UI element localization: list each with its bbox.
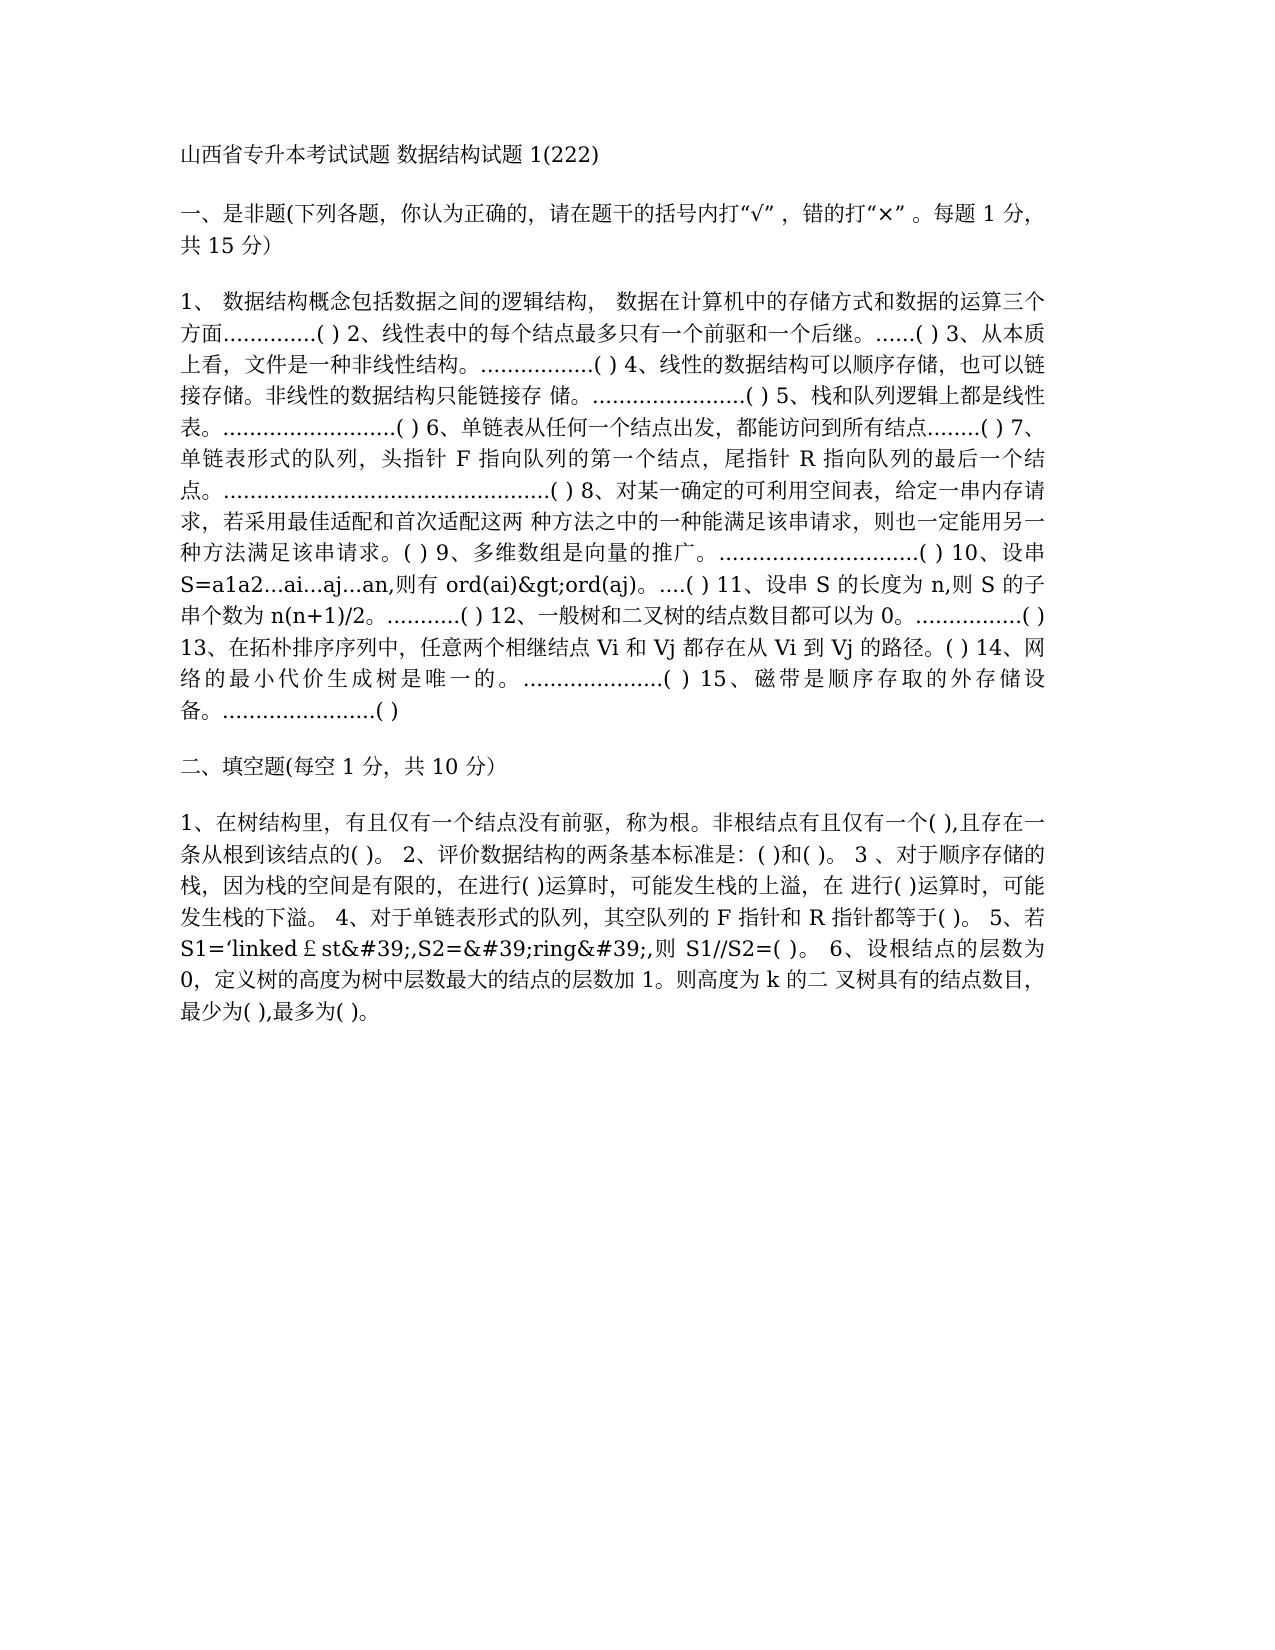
document-page	[180, 140, 1045, 1053]
section-2-questions: 1、在树结构里，有且仅有一个结点没有前驱，称为根。非根结点有且仅有一个( ),且存在一 条从根到该结点的( )。 2、评价数据结构的两条基本标准是：( )和( )。 3 、对于顺序存储的栈，因为栈的空间是有限的，在进行( )运算时，可能发生栈的上溢，在 进行( )运算时，可能发生栈的下溢。 4、对于单链表形式的队列，其空队列的 F 指针和 R 指针都等于( )。 5、若 S1=‘linked￡st&#39;,S2=&#39;ring&#39;,则 S1//S2=( )。 6、设根结点的层数为 0，定义树的高度为树中层数最大的结点的层数加 1。则高度为 k 的二 叉树具有的结点数目，最少为( ),最多为( )。	[180, 811, 1045, 1024]
section-2-heading: 二、填空题(每空 1 分，共 10 分）	[180, 754, 507, 779]
section-1-questions: 1、 数据结构概念包括数据之间的逻辑结构， 数据在计算机中的存储方式和数据的运算三个 方面..............( ) 2、线性表中的每个结点最多只有一个前驱和一个后继。......( ) 3、从本质上看，文件是一种非线性结构。.................( ) 4、线性的数据结构可以顺序存储，也可以链接存储。非线性的数据结构只能链接存 储。.......................( ) 5、栈和队列逻辑上都是线性表。..........................( ) 6、单链表从任何一个结点出发，都能访问到所有结点........( ) 7、单链表形式的队列，头指针 F 指向队列的第一个结点，尾指针 R 指向队列的最后一个结 点。.................................................( ) 8、对某一确定的可利用空间表，给定一串内存请求，若采用最佳适配和首次适配这两 种方法之中的一种能满足该串请求，则也一定能用另一种方法满足该串请求。( ) 9、多维数组是向量的推广。..............................( ) 10、设串 S=a1a2...ai...aj...an,则有 ord(ai)&gt;ord(aj)。....( ) 11、设串 S 的长度为 n,则 S 的子串个数为 n(n+1)/2。...........( ) 12、一般树和二叉树的结点数目都可以为 0。................( ) 13、在拓朴排序序列中，任意两个相继结点 Vi 和 Vj 都存在从 Vi 到 Vj 的路径。( ) 14、网络的最小代价生成树是唯一的。.....................( ) 15、磁带是顺序存取的外存储设备。.......................( )	[180, 290, 1045, 723]
document-title: 山西省专升本考试试题 数据结构试题 1(222)	[180, 143, 600, 167]
section-1-heading: 一、是非题(下列各题，你认为正确的，请在题干的括号内打“√” ，错的打“×” 。每题 1 分，共 15 分）	[180, 202, 1045, 258]
